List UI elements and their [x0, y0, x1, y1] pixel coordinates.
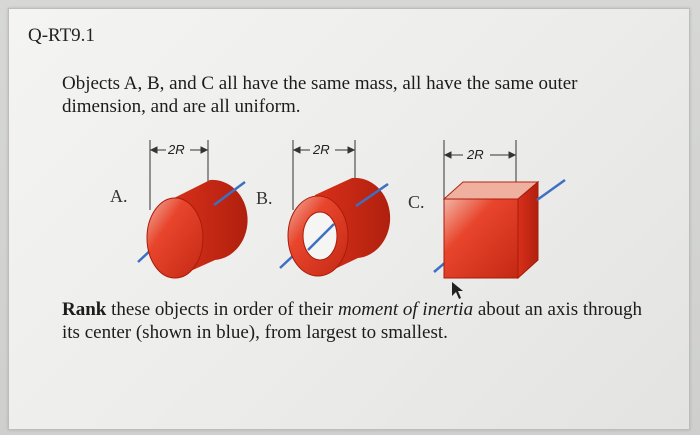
problem-id: Q-RT9.1: [28, 25, 95, 46]
dimension-label-b: 2R: [313, 142, 330, 157]
object-b-hollow-cylinder: [280, 140, 390, 276]
question-text: Objects A, B, and C all have the same mass, all have the same outer dimension, and are all uniform.: [62, 73, 578, 117]
dimension-label-a: 2R: [168, 142, 185, 157]
label-a: A.: [110, 186, 128, 206]
dimension-arrows: [151, 147, 515, 158]
rank-italic-phrase: moment of inertia: [337, 299, 474, 320]
label-b: B.: [256, 188, 273, 208]
rank-text-1: these objects in order of their: [106, 299, 338, 320]
dimension-label-c: 2R: [467, 147, 484, 162]
object-c-cube: [434, 140, 565, 299]
object-a-solid-cylinder: [138, 140, 248, 278]
rank-text-2: about an axis through its center (shown in blue), from largest to smallest.: [62, 299, 642, 343]
label-c: C.: [408, 192, 425, 212]
rank-prompt: [62, 298, 642, 344]
rank-bold-word: Rank: [62, 299, 107, 320]
